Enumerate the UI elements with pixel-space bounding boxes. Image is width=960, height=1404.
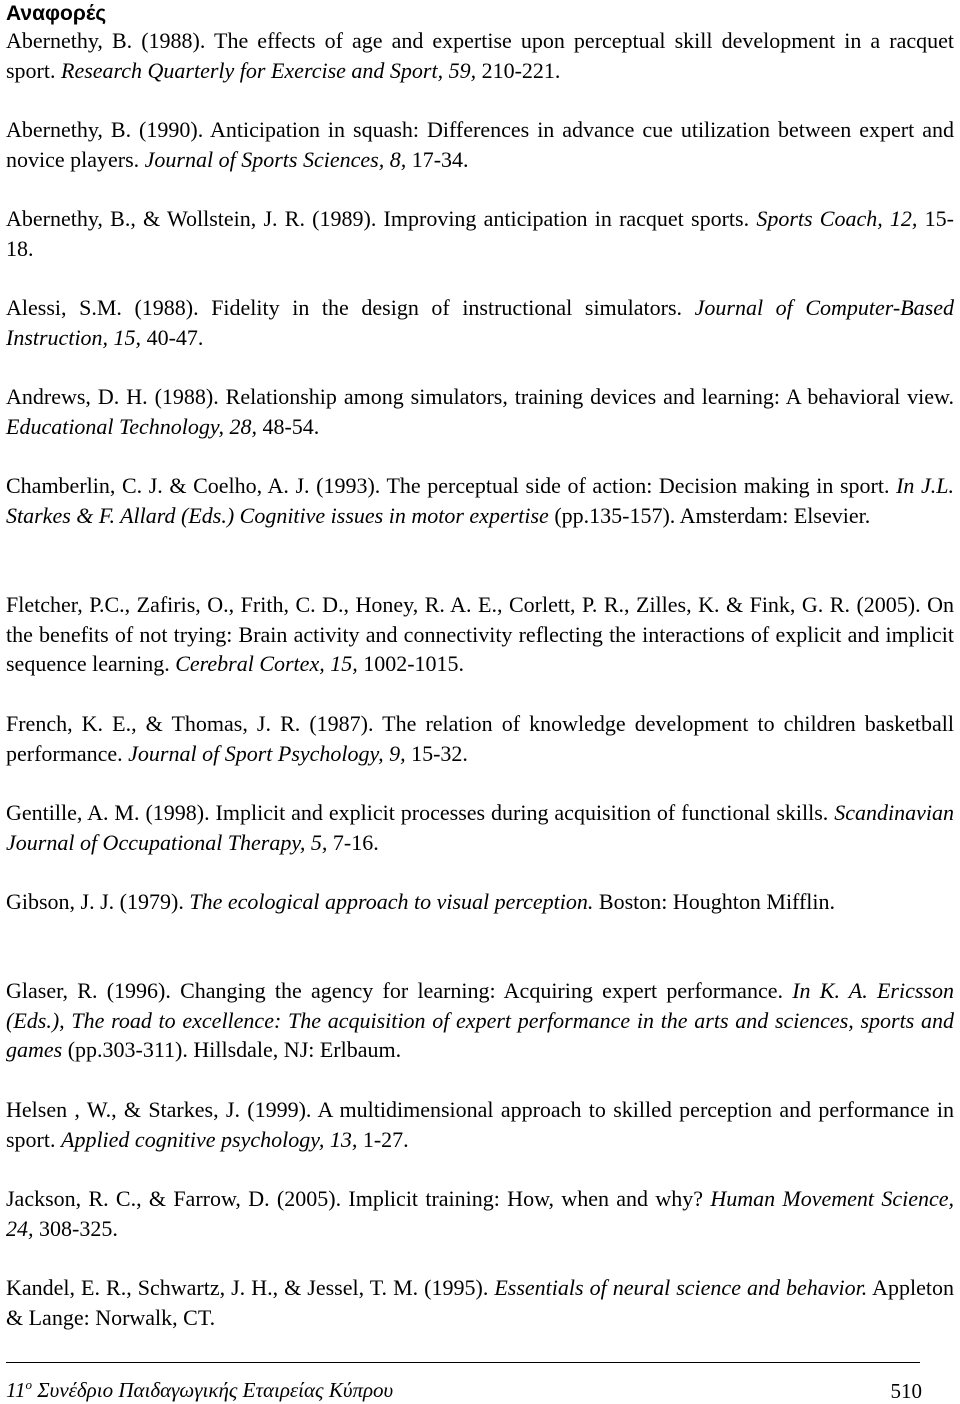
ref-authors-title: Gentille, A. M. (1998). Implicit and explicit processes during acquisition of functional skills. <box>6 800 835 825</box>
footer-title: Συνέδριο Παιδαγωγικής Εταιρείας Κύπρου <box>31 1378 394 1402</box>
reference-kandel-1995 <box>6 1273 954 1332</box>
section-heading: Αναφορές <box>6 2 107 25</box>
reference-alessi-1988 <box>6 293 954 352</box>
reference-gibson-1979 <box>6 887 954 917</box>
ref-pages: 48-54. <box>256 413 320 439</box>
ref-pages: 7-16. <box>327 829 379 855</box>
ref-authors-title: Alessi, S.M. (1988). Fidelity in the design of instructional simulators. <box>6 295 695 320</box>
reference-abernethy-1988 <box>6 26 954 85</box>
ref-source: Sports Coach, 12, <box>756 206 918 231</box>
ref-pages: (pp.135-157). Amsterdam: Elsevier. <box>548 502 871 528</box>
footer-number: 11 <box>6 1378 26 1402</box>
ref-source: In J.L. Starkes & F. Allard (Eds.) Cognitive issues in motor expertise <box>6 473 954 528</box>
reference-chamberlin-coelho-1993 <box>6 471 954 530</box>
ref-source: The ecological approach to visual perception. <box>189 889 594 914</box>
ref-source: Applied cognitive psychology, 13, <box>61 1126 358 1152</box>
ref-source: Educational Technology, 28, <box>6 413 257 439</box>
ref-authors-title: Jackson, R. C., & Farrow, D. (2005). Implicit training: How, when and why? <box>6 1186 711 1211</box>
ref-source: Research Quarterly for Exercise and Sport, 59, <box>61 57 477 83</box>
ref-authors-title: Andrews, D. H. (1988). Relationship among simulators, training devices and learning: A behavioral view. <box>6 384 954 409</box>
reference-fletcher-2005 <box>6 590 954 679</box>
ref-pages: (pp.303-311). Hillsdale, NJ: Erlbaum. <box>62 1037 402 1063</box>
reference-andrews-1988 <box>6 382 954 441</box>
ref-authors-title: Gibson, J. J. (1979). <box>6 889 190 914</box>
footer-ordinal: ο <box>25 1377 32 1392</box>
reference-helsen-starkes-1999 <box>6 1095 954 1154</box>
ref-pages: 40-47. <box>141 324 204 350</box>
ref-pages: Boston: Houghton Mifflin. <box>593 889 836 914</box>
ref-authors-title: Helsen , W., & Starkes, J. (1999). A multidimensional approach to skilled perception and performance in sport. <box>6 1097 954 1152</box>
ref-pages: 210-221. <box>476 57 561 83</box>
ref-source: Essentials of neural science and behavior. <box>494 1275 868 1300</box>
reference-glaser-1996 <box>6 976 954 1065</box>
ref-pages: 15-32. <box>405 740 468 766</box>
page-number: 510 <box>890 1379 922 1403</box>
ref-source: Journal of Computer-Based Instruction, 15, <box>6 295 955 350</box>
reference-abernethy-wollstein-1989 <box>6 204 954 263</box>
ref-source: In K. A. Ericsson (Eds.), The road to excellence: The acquisition of expert performance in the arts and sciences, sports and games <box>6 978 954 1063</box>
ref-source: Human Movement Science, 24, <box>6 1186 955 1241</box>
reference-gentille-1998 <box>6 798 954 857</box>
ref-authors-title: Kandel, E. R., Schwartz, J. H., & Jessel, T. M. (1995). <box>6 1275 495 1300</box>
ref-authors-title: Glaser, R. (1996). Changing the agency for learning: Acquiring expert performance. <box>6 978 793 1003</box>
ref-authors-title: Fletcher, P.C., Zafiris, O., Frith, C. D., Honey, R. A. E., Corlett, P. R., Zilles, K. & Fink, G. R. (2005). On the benefits of not trying: Brain activity and connectivity reflecting the interactions of explicit and implicit sequence learning. <box>6 592 954 677</box>
ref-pages: 308-325. <box>33 1215 118 1241</box>
reference-jackson-farrow-2005 <box>6 1184 954 1243</box>
ref-source: Cerebral Cortex, 15, <box>175 651 358 677</box>
footer-rule <box>6 1362 920 1363</box>
reference-abernethy-1990 <box>6 115 954 174</box>
reference-french-thomas-1987 <box>6 709 954 768</box>
ref-authors-title: Abernethy, B. (1990). Anticipation in squash: Differences in advance cue utilization between expert and novice players. <box>6 117 954 172</box>
ref-pages: 1-27. <box>357 1126 409 1152</box>
ref-authors-title: Abernethy, B. (1988). The effects of age and expertise upon perceptual skill development in a racquet sport. <box>6 28 954 83</box>
ref-pages: 1002-1015. <box>357 651 465 677</box>
footer-conference-name <box>6 1372 393 1403</box>
ref-source: Journal of Sport Psychology, 9, <box>128 740 406 766</box>
ref-authors-title: French, K. E., & Thomas, J. R. (1987). The relation of knowledge development to children basketball performance. <box>6 711 954 766</box>
ref-source: Journal of Sports Sciences, 8, <box>144 146 407 172</box>
ref-authors-title: Abernethy, B., & Wollstein, J. R. (1989). Improving anticipation in racquet sports. <box>6 206 757 231</box>
ref-authors-title: Chamberlin, C. J. & Coelho, A. J. (1993). The perceptual side of action: Decision making in sport. <box>6 473 897 498</box>
ref-pages: Appleton & Lange: Norwalk, CT. <box>6 1275 954 1330</box>
ref-pages: 15-18. <box>6 206 954 261</box>
ref-pages: 17-34. <box>406 146 469 172</box>
ref-source: Scandinavian Journal of Occupational Therapy, 5, <box>6 800 954 855</box>
